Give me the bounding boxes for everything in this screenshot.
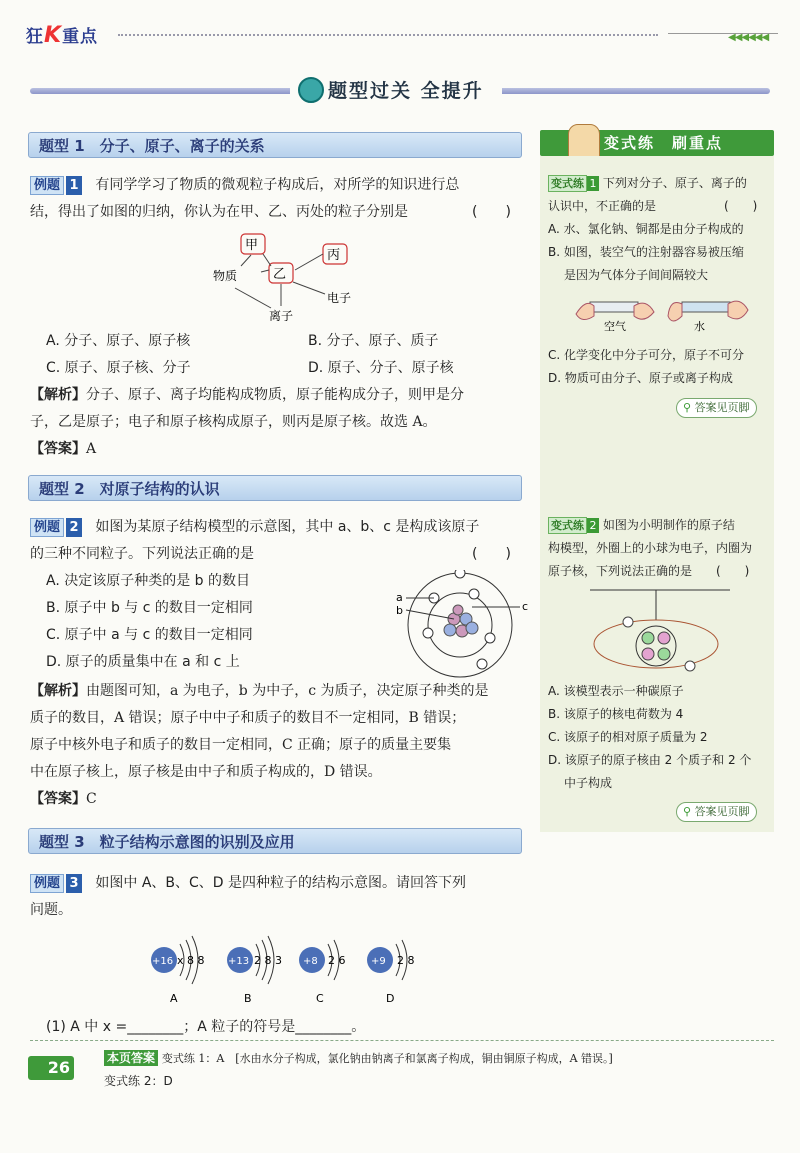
option-c: C. 化学变化中分子可分，原子不可分 bbox=[548, 348, 745, 362]
answer-tag: 【答案】 bbox=[30, 441, 86, 457]
example-1-analysis bbox=[30, 382, 530, 463]
option-c: C. 原子中 a 与 c 的数目一定相同 bbox=[46, 627, 253, 643]
variant-2-stem-3: 原子核，下列说法正确的是 bbox=[548, 564, 693, 578]
gear-icon bbox=[298, 77, 324, 103]
option-a: A. 该模型表示一种碳原子 bbox=[548, 684, 684, 698]
particle-c bbox=[299, 940, 346, 1005]
shell-label: 2 8 bbox=[397, 954, 415, 967]
option-d: D. 物质可由分子、原子或离子构成 bbox=[548, 371, 733, 385]
shell-label: 2 6 bbox=[328, 954, 346, 967]
label-a: a bbox=[396, 591, 403, 604]
example-label: 例题 bbox=[30, 874, 64, 893]
nucleus-label: +9 bbox=[371, 956, 386, 967]
particle-name: C bbox=[316, 992, 324, 1005]
page-title: 题型过关 全提升 bbox=[328, 80, 484, 102]
label-bing: 丙 bbox=[327, 248, 341, 263]
example-2-analysis bbox=[30, 678, 530, 813]
page-number: 26 bbox=[28, 1056, 74, 1080]
label-c: c bbox=[522, 600, 529, 613]
example-2-stem: 如图为某原子结构模型的示意图，其中 a、b、c 是构成该原子 bbox=[95, 519, 480, 535]
label-dianzi: 电子 bbox=[327, 291, 352, 305]
label-wuzhi: 物质 bbox=[213, 269, 238, 283]
example-num: 3 bbox=[66, 874, 82, 893]
example-1-options bbox=[46, 328, 526, 382]
answer-see-footer-1: ⚲ 答案见页脚 bbox=[676, 398, 757, 418]
option-a: A. 决定该原子种类的是 b 的数目 bbox=[46, 573, 251, 589]
option-b: B. 如图，装空气的注射器容易被压缩 bbox=[548, 245, 744, 259]
label-yi: 乙 bbox=[273, 267, 287, 282]
arrows-icon: ◀◀◀◀◀◀ bbox=[728, 32, 769, 43]
header-dotted-rule bbox=[118, 34, 658, 36]
option-d: D. 原子的质量集中在 a 和 c 上 bbox=[46, 654, 240, 670]
option-d: D. 原子、分子、原子核 bbox=[308, 360, 454, 376]
nucleus-label: +16 bbox=[152, 956, 174, 967]
option-c: C. 原子、原子核、分子 bbox=[46, 360, 191, 376]
option-c: C. 该原子的相对原子质量为 2 bbox=[548, 730, 708, 744]
answer-see-label: 答案见页脚 bbox=[694, 805, 750, 818]
particle-d bbox=[367, 940, 415, 1005]
variant-label: 变式练 bbox=[548, 175, 587, 192]
variant-2-options bbox=[548, 680, 770, 795]
answer-value: C bbox=[86, 791, 97, 807]
option-b: B. 原子中 b 与 c 的数目一定相同 bbox=[46, 600, 253, 616]
analysis-line: 子，乙是原子；电子和原子核构成原子，则丙是原子核。故选 A。 bbox=[30, 414, 437, 430]
answer-see-footer-2: ⚲ 答案见页脚 bbox=[676, 802, 757, 822]
particle-relation-diagram bbox=[205, 228, 375, 328]
option-b: B. 该原子的核电荷数为 4 bbox=[548, 707, 684, 721]
option-b-cont: 是因为气体分子间间隔较大 bbox=[564, 268, 709, 282]
brand-logo: 狂K重点 bbox=[26, 23, 99, 48]
variant-1-stem: 下列对分子、原子、离子的 bbox=[602, 176, 747, 190]
answer-paren: ( ) bbox=[472, 204, 511, 220]
answer-paren: ( ) bbox=[716, 564, 750, 578]
analysis-line: 分子、原子、离子均能构成物质，原子能构成分子，则甲是分 bbox=[86, 387, 464, 403]
syringe-illustration bbox=[572, 292, 752, 340]
variant-2-stem: 如图为小明制作的原子结 bbox=[602, 518, 735, 532]
example-num: 1 bbox=[66, 176, 82, 195]
variant-1-options bbox=[548, 344, 770, 390]
option-b: B. 分子、原子、质子 bbox=[308, 333, 439, 349]
nucleus bbox=[444, 605, 478, 637]
analysis-line: 原子中核外电子和质子的数目一定相同，C 正确；原子的质量主要集 bbox=[30, 737, 452, 753]
particle-structure-diagrams bbox=[140, 930, 460, 1010]
side-panel-title: 变式练 刷重点 bbox=[604, 134, 724, 152]
analysis-line: 中在原子核上，原子核是由中子和质子构成的，D 错误。 bbox=[30, 764, 382, 780]
variant-2-stem-2: 构模型，外圈上的小球为电子，内圈为 bbox=[548, 541, 753, 555]
label-water: 水 bbox=[694, 320, 705, 333]
particle-name: A bbox=[170, 992, 178, 1005]
footer-rule bbox=[30, 1040, 774, 1041]
answer-paren: ( ) bbox=[724, 199, 758, 213]
footer-answer-line-1: 变式练 1：A [水由水分子构成，氯化钠由钠离子和氯离子构成，铜由铜原子构成，A 错误。] bbox=[161, 1052, 613, 1065]
option-a: A. 水、氯化钠、铜都是由分子构成的 bbox=[548, 222, 744, 236]
shell-label: x 8 8 bbox=[177, 954, 205, 967]
analysis-tag: 【解析】 bbox=[30, 683, 86, 699]
label-air: 空气 bbox=[604, 320, 626, 333]
example-label: 例题 bbox=[30, 518, 64, 537]
footer-answers bbox=[104, 1050, 784, 1089]
handmade-atom-model bbox=[580, 584, 740, 676]
label-lizi: 离子 bbox=[269, 309, 294, 323]
example-num: 2 bbox=[66, 518, 82, 537]
nucleus-label: +13 bbox=[228, 956, 250, 967]
example-3-stem-2: 问题。 bbox=[30, 902, 72, 918]
example-label: 例题 bbox=[30, 176, 64, 195]
answer-paren: ( ) bbox=[472, 546, 511, 562]
option-a: A. 分子、原子、原子核 bbox=[46, 333, 191, 349]
variant-label: 变式练 bbox=[548, 517, 587, 534]
variant-1 bbox=[548, 172, 770, 287]
analysis-tag: 【解析】 bbox=[30, 387, 86, 403]
example-3 bbox=[30, 870, 530, 924]
label-jia: 甲 bbox=[245, 238, 259, 253]
footer-answer-tag: 本页答案 bbox=[104, 1050, 158, 1066]
student-icon bbox=[568, 124, 600, 158]
answer-see-label: 答案见页脚 bbox=[694, 401, 750, 414]
example-1-stem-2: 结，得出了如图的归纳，你认为在甲、乙、丙处的粒子分别是 bbox=[30, 204, 408, 220]
particle-a bbox=[151, 936, 205, 1005]
section-3-header: 题型 3 粒子结构示意图的识别及应用 bbox=[28, 828, 522, 854]
variant-2 bbox=[548, 514, 770, 583]
variant-1-stem-2: 认识中，不正确的是 bbox=[548, 199, 657, 213]
label-b: b bbox=[396, 604, 403, 617]
particle-name: B bbox=[244, 992, 252, 1005]
example-1-stem: 有同学学习了物质的微观粒子构成后，对所学的知识进行总 bbox=[95, 177, 460, 193]
atom-model-diagram bbox=[392, 570, 532, 680]
example-3-stem: 如图中 A、B、C、D 是四种粒子的结构示意图。请回答下列 bbox=[95, 875, 467, 891]
variant-num: 1 bbox=[587, 176, 599, 191]
particle-b bbox=[227, 936, 282, 1005]
section-2-header: 题型 2 对原子结构的认识 bbox=[28, 475, 522, 501]
answer-value: A bbox=[86, 441, 97, 457]
answer-tag: 【答案】 bbox=[30, 791, 86, 807]
example-1 bbox=[30, 172, 530, 226]
analysis-line: 由题图可知，a 为电子，b 为中子，c 为质子，决定原子种类的是 bbox=[86, 683, 489, 699]
shell-label: 2 8 3 bbox=[254, 954, 282, 967]
variant-num: 2 bbox=[587, 518, 599, 533]
option-d: D. 该原子的原子核由 2 个质子和 2 个 bbox=[548, 753, 752, 767]
question-1: (1) A 中 x =________；A 粒子的符号是________。 bbox=[46, 1019, 366, 1035]
analysis-line: 质子的数目，A 错误；原子中中子和质子的数目不一定相同，B 错误； bbox=[30, 710, 466, 726]
particle-name: D bbox=[386, 992, 395, 1005]
nucleus-label: +8 bbox=[303, 956, 318, 967]
section-1-header: 题型 1 分子、原子、离子的关系 bbox=[28, 132, 522, 158]
footer-answer-line-2: 变式练 2：D bbox=[104, 1074, 173, 1088]
example-2-stem-2: 的三种不同粒子。下列说法正确的是 bbox=[30, 546, 254, 562]
option-d-cont: 中子构成 bbox=[564, 776, 613, 790]
